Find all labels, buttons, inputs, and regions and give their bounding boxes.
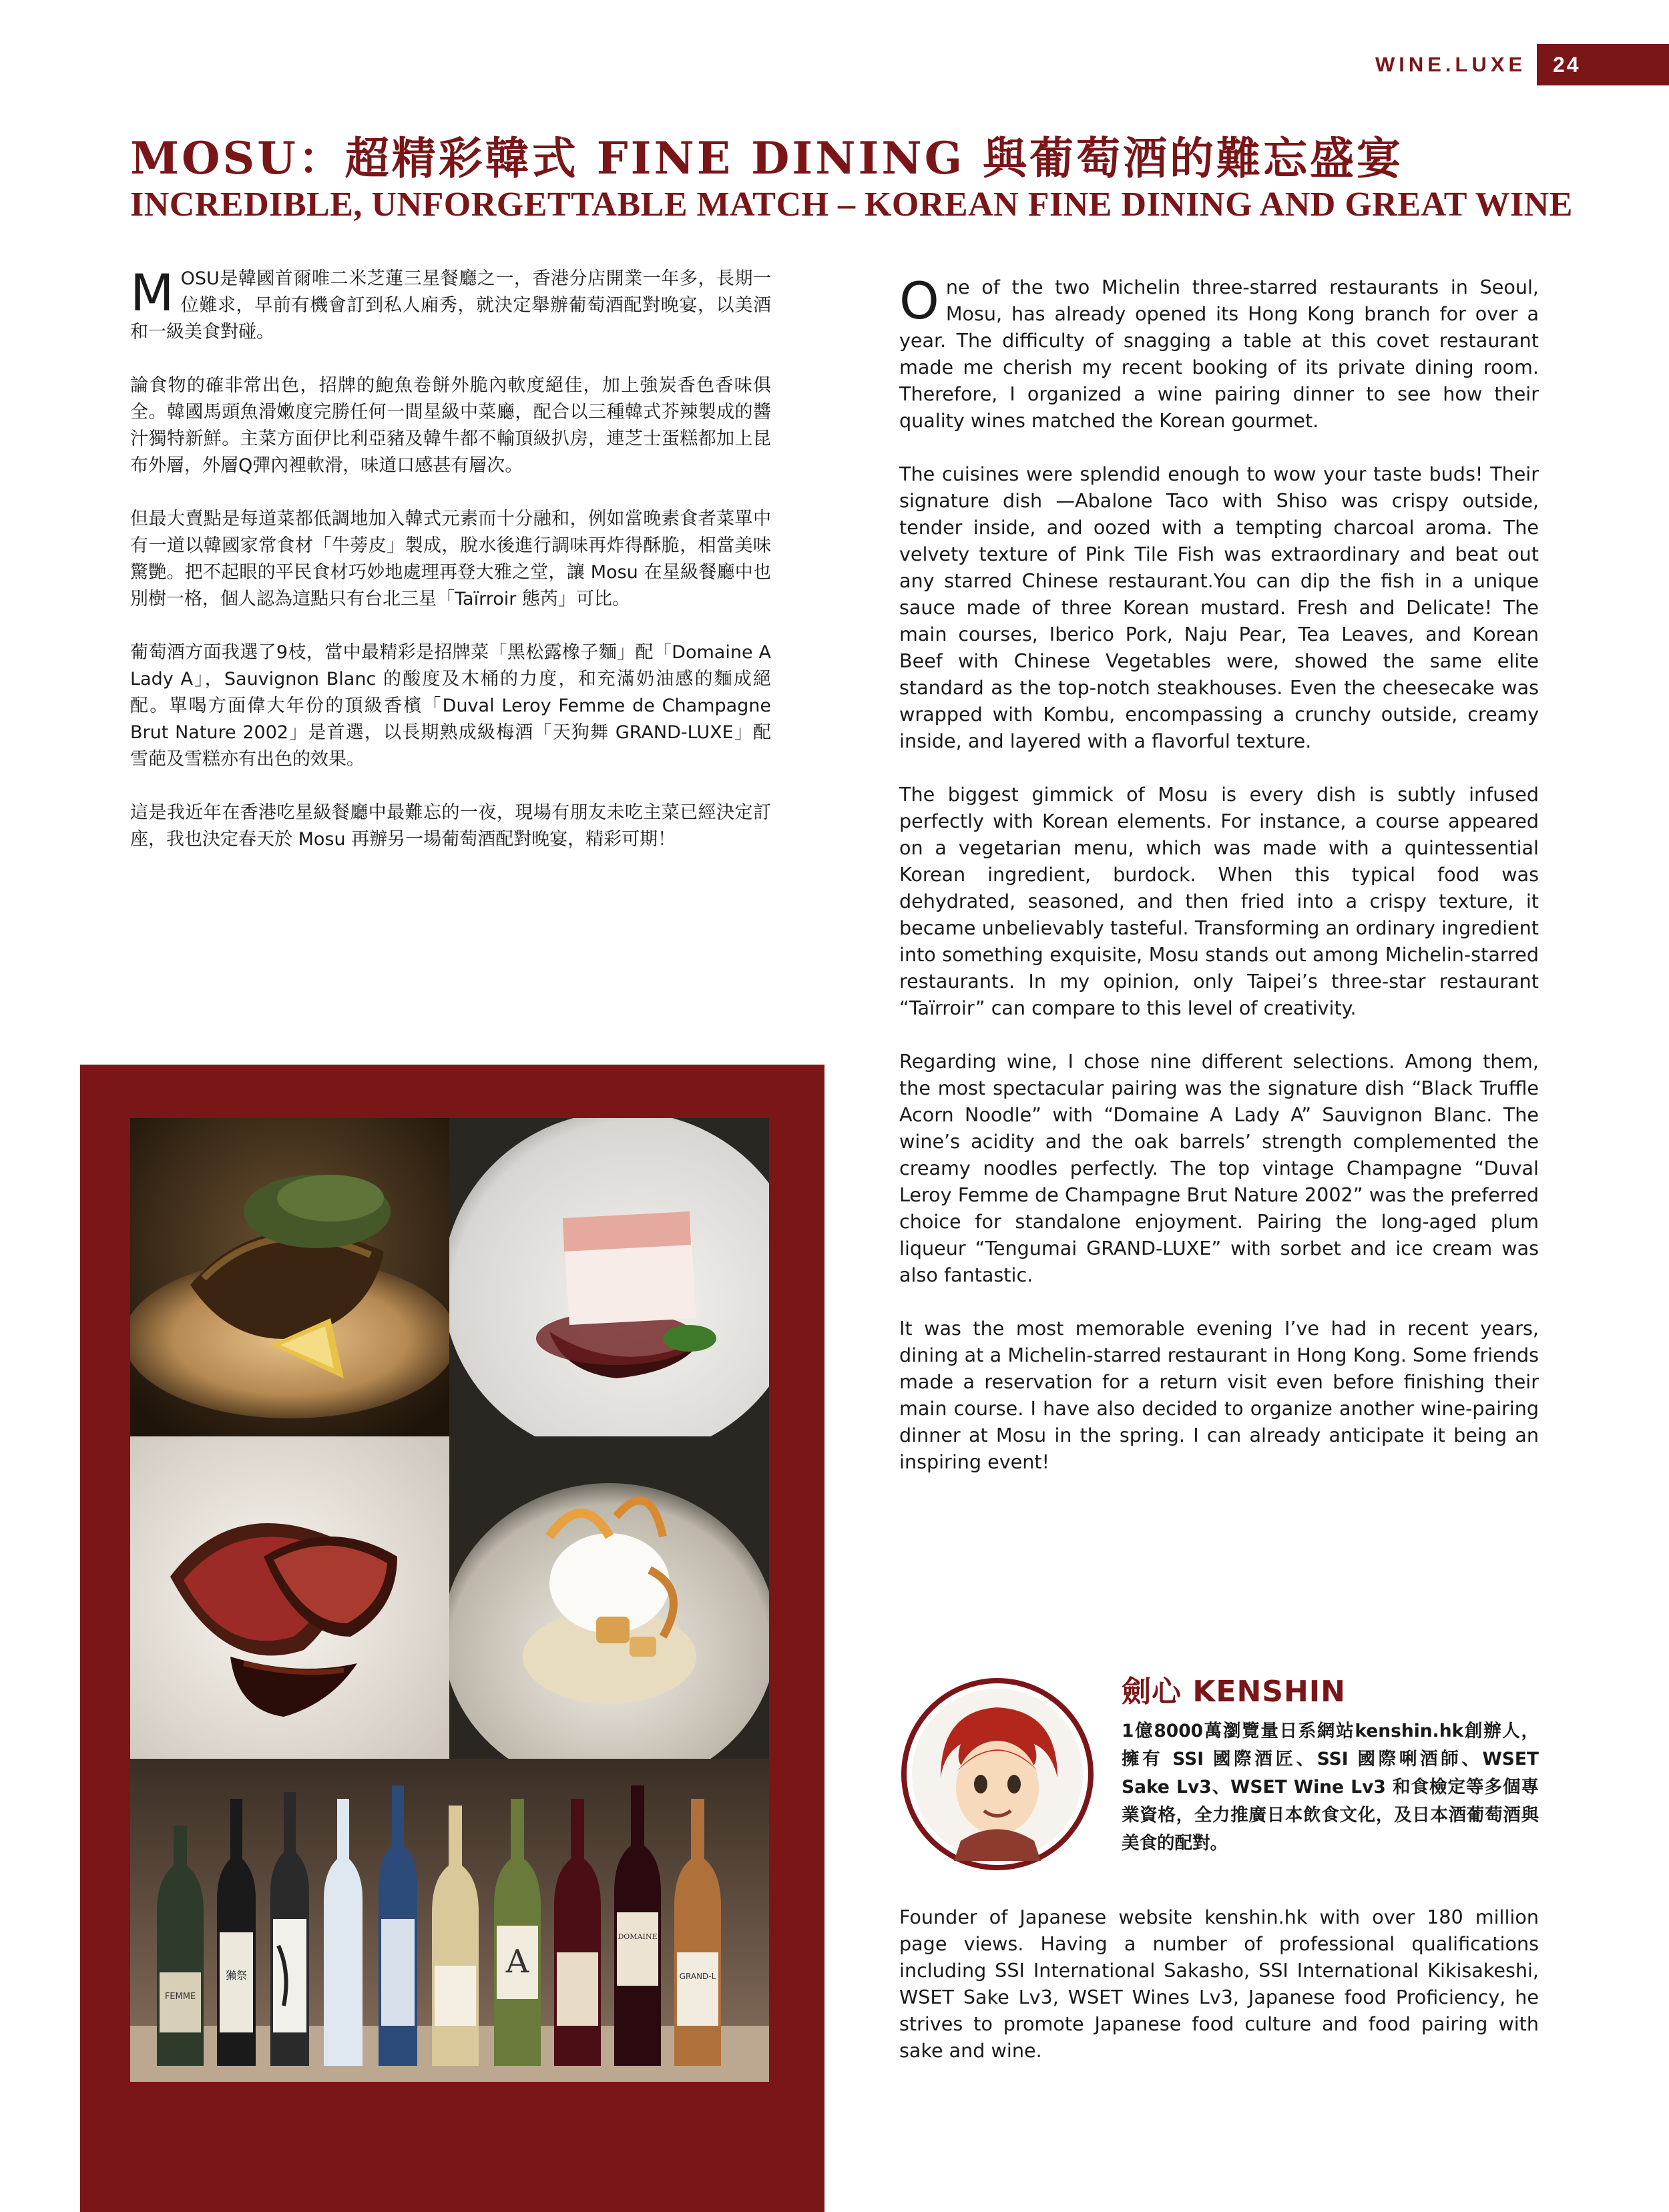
author-bio-chinese: 1億8000萬瀏覽量日系網站kenshin.hk創辦人，擁有 SSI 國際酒匠、SSI 國際唎酒師、WSET Sake Lv3、WSET Wine Lv3 和食檢定等多個專業資格，全力推廣日本飲食文化，及日本酒葡萄酒與美食的配對。 bbox=[1122, 1721, 1539, 1854]
zh-paragraph-4: 葡萄酒方面我選了9枝，當中最精彩是招牌菜「黑松露橡子麵」配「Domaine A Lady A」，Sauvignon Blanc 的酸度及木桶的力度，和充滿奶油感的麵成絕配。單喝方面偉大年份的頂級香檳「Duval Leroy Femme de Champagne Brut Nature 2002」是首選，以長期熟成級梅酒「天狗舞 GRAND-LUXE」配雪葩及雪糕亦有出色的效果。 bbox=[130, 642, 771, 770]
chinese-article-column bbox=[130, 263, 771, 880]
en-paragraph-2: The cuisines were splendid enough to wow your taste buds! Their signature dish —Abalone Taco with Shiso was crispy outside, tender inside, and oozed with a tempting charcoal aroma. The velvety texture of Pink Tile Fish was extraordinary and beat out any starred Chinese restaurant.You can dip the fish in a unique sauce made of three Korean mustard. Fresh and Delicate! The main courses, Iberico Pork, Naju Pear, Tea Leaves, and Korean Beef with Chinese Vegetables were, showed the same elite standard as the top-notch steakhouses. Even the cheesecake was wrapped with Kombu, encompassing a crunchy outside, creamy inside, and layered with a flavorful texture. bbox=[899, 463, 1539, 752]
en-paragraph-4: Regarding wine, I chose nine different selections. Among them, the most spectacular pairing was the signature dish “Black Truffle Acorn Noodle” with “Domaine A Lady A” Sauvignon Blanc. The wine’s acidity and the oak barrels’ strength complemented the creamy noodles perfectly. The top vintage Champagne “Duval Leroy Femme de Champagne Brut Nature 2002” was the preferred choice for standalone enjoyment. Pairing the long-aged plum liqueur “Tengumai GRAND-LUXE” with sorbet and ice cream was also fantastic. bbox=[899, 1050, 1539, 1286]
zh-drop-cap: M bbox=[130, 263, 174, 322]
zh-paragraph-1 bbox=[130, 263, 771, 346]
bottle-label-lady-a: A bbox=[505, 1943, 529, 1980]
photo-korean-beef bbox=[130, 1436, 449, 1759]
author-name: 劍心 KENSHIN bbox=[1122, 1675, 1347, 1709]
zh-paragraph-5: 這是我近年在香港吃星級餐廳中最難忘的一夜，現場有朋友未吃主菜已經決定訂座，我也決定春天於 Mosu 再辦另一場葡萄酒配對晚宴，精彩可期！ bbox=[130, 802, 771, 850]
photo-wine-bottles bbox=[130, 1759, 769, 2082]
author-avatar bbox=[901, 1677, 1094, 1871]
bottle-label-domaine: DOMAINE bbox=[618, 1932, 658, 1941]
en-paragraph-3: The biggest gimmick of Mosu is every dish is subtly infused perfectly with Korean elements. For instance, a course appeared on a vegetarian menu, which was made with a quintessential Korean ingredient, burdock. When this typical food was dehydrated, seasoned, and then fried into a crispy texture, it became unbelievably tasteful. Transforming an ordinary ingredient into something exquisite, Mosu stands out among Michelin-starred restaurants. In my opinion, only Taipei’s three-star restaurant “Taïrroir” can compare to this level of creativity. bbox=[899, 783, 1539, 1019]
en-paragraph-1-text: ne of the two Michelin three-starred restaurants in Seoul, Mosu, has already opened its Hong Kong branch for over a year. The difficulty of snagging a table at this covet restaurant made me cherish my recent booking of its private dining room. Therefore, I organized a wine pairing dinner to see how their quality wines matched the Korean gourmet. bbox=[899, 276, 1539, 432]
author-bio-english: Founder of Japanese website kenshin.hk with over 180 million page views. Having a number of professional qualifications including SSI International Sakasho, SSI International Kikisakeshi, WSET Sake Lv3, WSET Wines Lv3, Japanese food Proficiency, he strives to promote Japanese food culture and food pairing with sake and wine. bbox=[899, 1906, 1539, 2062]
zh-paragraph-3: 但最大賣點是每道菜都低調地加入韓式元素而十分融和，例如當晚素食者菜單中有一道以韓國家常食材「牛蒡皮」製成，脫水後進行調味再炸得酥脆，相當美味驚艷。把不起眼的平民食材巧妙地處理再登大雅之堂，讓 Mosu 在星級餐廳中也別樹一格，個人認為這點只有台北三星「Taïrroir 態芮」可比。 bbox=[130, 509, 771, 609]
magazine-name: WINE.LUXE bbox=[1375, 53, 1527, 76]
bottle-label-grand-luxe: GRAND-L bbox=[679, 1972, 716, 1981]
en-drop-cap: O bbox=[899, 271, 939, 330]
page-number: 24 bbox=[1537, 44, 1669, 85]
zh-paragraph-1-text: OSU是韓國首爾唯二米芝蓮三星餐廳之一，香港分店開業一年多，長期一位難求，早前有機會訂到私人廂秀，就決定舉辦葡萄酒配對晚宴，以美酒和一級美食對碰。 bbox=[130, 268, 771, 342]
en-paragraph-5: It was the most memorable evening I’ve had in recent years, dining at a Michelin-starred restaurant in Hong Kong. Some friends made a reservation for a return visit even before finishing their main course. I have also decided to organize another wine-pairing dinner at Mosu in the spring. I can already anticipate it being an inspiring event! bbox=[899, 1317, 1539, 1473]
photo-tile-fish bbox=[449, 1118, 769, 1436]
english-article-column bbox=[899, 271, 1539, 1502]
bottle-label-dassai: 獺祭 bbox=[225, 1969, 248, 1982]
zh-paragraph-2: 論食物的確非常出色，招牌的鮑魚卷餅外脆內軟度絕佳，加上強炭香色香味俱全。韓國馬頭魚滑嫩度完勝任何一間星級中菜廳，配合以三種韓式芥辣製成的醬汁獨特新鮮。主菜方面伊比利亞豬及韓牛都不輸頂級扒房，連芝士蛋糕都加上昆布外層，外層Q彈內裡軟滑，味道口感甚有層次。 bbox=[130, 375, 771, 476]
article-subtitle: INCREDIBLE, UNFORGETTABLE MATCH – KOREAN FINE DINING AND GREAT WINE bbox=[130, 186, 1573, 224]
photo-abalone-taco bbox=[130, 1118, 449, 1436]
en-paragraph-1 bbox=[899, 271, 1539, 434]
bottle-label-femme: FEMME bbox=[164, 1992, 196, 2002]
article-title: MOSU：超精彩韓式 FINE DINING 與葡萄酒的難忘盛宴 bbox=[130, 132, 1404, 184]
photo-dessert bbox=[449, 1436, 769, 1759]
